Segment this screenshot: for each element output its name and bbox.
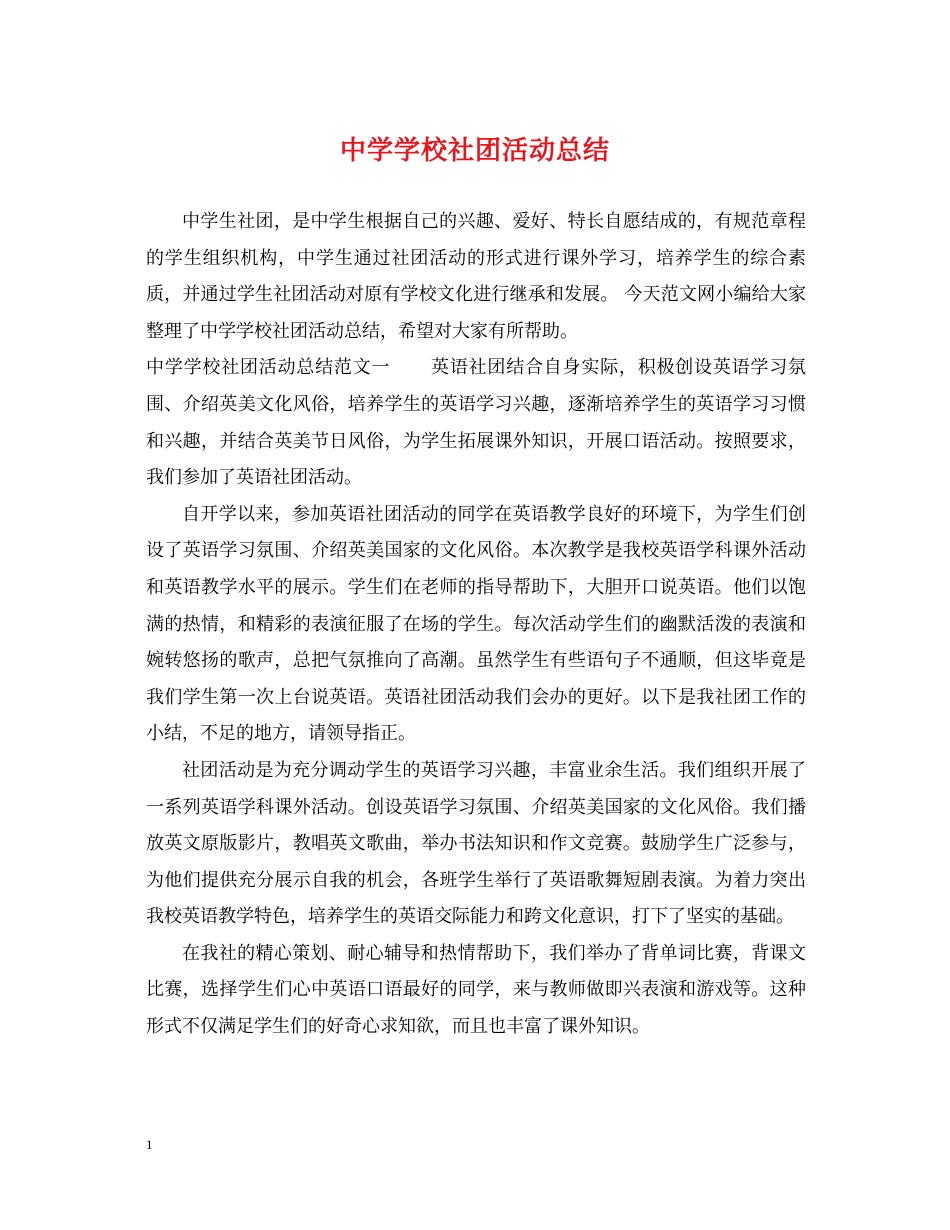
sample-heading: 中学学校社团活动总结范文一 xyxy=(146,357,391,379)
document-body xyxy=(146,204,806,1046)
program-paragraph: 社团活动是为充分调动学生的英语学习兴趣，丰富业余生活。我们组织开展了一系列英语学科课外活动。创设英语学习氛围、介绍英美国家的文化风俗。我们播放英文原版影片，教唱英文歌曲，举办书法知识和作文竞赛。鼓励学生广泛参与，为他们提供充分展示自我的机会，各班学生举行了英语歌舞短剧表演。为着力突出我校英语教学特色，培养学生的英语交际能力和跨文化意识，打下了坚实的基础。 xyxy=(146,759,806,928)
document-title: 中学学校社团活动总结 xyxy=(339,136,610,166)
intro-paragraph: 中学生社团，是中学生根据自己的兴趣、爱好、特长自愿结成的，有规范章程的学生组织机构，中学生通过社团活动的形式进行课外学习，培养学生的综合素质，并通过学生社团活动对原有学校文化进行继承和发展。 今天范文网小编给大家整理了中学学校社团活动总结，希望对大家有所帮助。 xyxy=(146,211,806,342)
activity-paragraph: 自开学以来，参加英语社团活动的同学在英语教学良好的环境下，为学生们创设了英语学习氛围、介绍英美国家的文化风俗。本次教学是我校英语学科课外活动和英语教学水平的展示。学生们在老师的指导帮助下，大胆开口说英语。他们以饱满的热情，和精彩的表演征服了在场的学生。每次活动学生们的幽默活泼的表演和婉转悠扬的歌声，总把气氛推向了高潮。虽然学生有些语句子不通顺，但这毕竟是我们学生第一次上台说英语。英语社团活动我们会办的更好。以下是我社团工作的小结，不足的地方，请领导指正。 xyxy=(146,503,806,745)
sample-body: 英语社团结合自身实际，积极创设英语学习氛围、介绍英美文化风俗，培养学生的英语学习兴趣，逐渐培养学生的英语学习习惯和兴趣，并结合英美节日风俗，为学生拓展课外知识，开展口语活动。按照要求，我们参加了英语社团活动。 xyxy=(146,357,807,489)
page-number: 1 xyxy=(146,1137,153,1152)
sample-paragraph xyxy=(146,350,806,496)
contest-paragraph: 在我社的精心策划、耐心辅导和热情帮助下，我们举办了背单词比赛，背课文比赛，选择学生们心中英语口语最好的同学，来与教师做即兴表演和游戏等。这种形式不仅满足学生们的好奇心求知欲，而且也丰富了课外知识。 xyxy=(146,942,806,1038)
